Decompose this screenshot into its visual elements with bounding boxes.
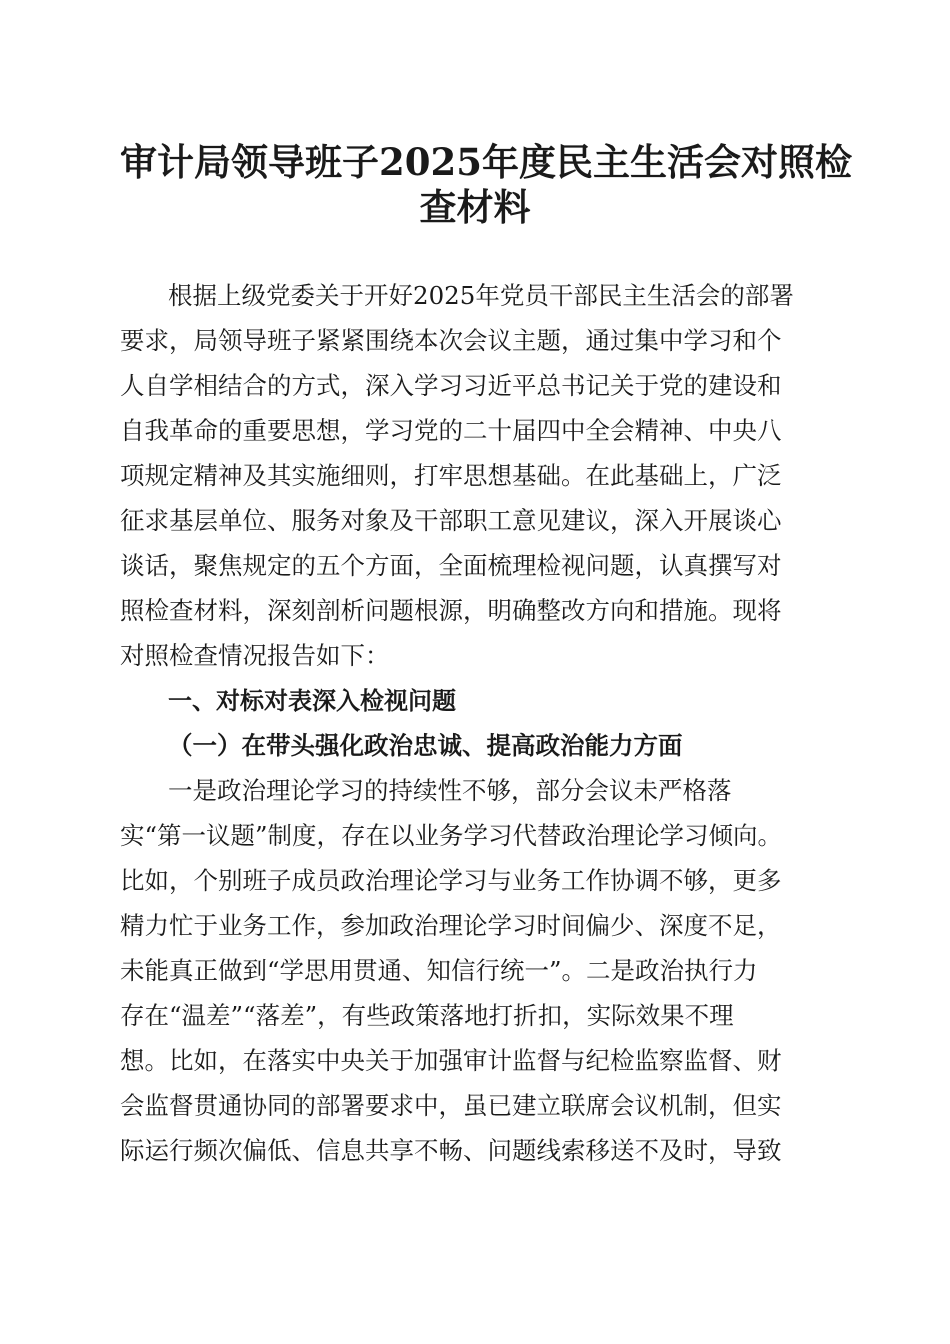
intro-line: 人自学相结合的方式，深入学习习近平总书记关于党的建设和 [120, 371, 782, 400]
body-line: 未能真正做到“学思用贯通、知信行统一”。二是政治执行力 [120, 956, 758, 985]
intro-line: 对照检查情况报告如下： [120, 641, 390, 670]
subsection-heading: （一）在带头强化政治忠诚、提高政治能力方面 [168, 731, 683, 760]
body-line: 际运行频次偏低、信息共享不畅、问题线索移送不及时，导致 [120, 1136, 782, 1165]
body-line: 会监督贯通协同的部署要求中，虽已建立联席会议机制，但实 [120, 1091, 782, 1120]
intro-line: 谈话，聚焦规定的五个方面，全面梳理检视问题，认真撰写对 [120, 551, 782, 580]
body-line: 一是政治理论学习的持续性不够，部分会议未严格落 [168, 776, 732, 805]
body-line: 想。比如，在落实中央关于加强审计监督与纪检监察监督、财 [120, 1046, 782, 1075]
body-line: 存在“温差”“落差”，有些政策落地打折扣，实际效果不理 [120, 1001, 734, 1030]
body-line: 精力忙于业务工作，参加政治理论学习时间偏少、深度不足， [120, 911, 782, 940]
document-title-line-2: 查材料 [419, 185, 531, 229]
document-title-line-1: 审计局领导班子2025年度民主生活会对照检 [120, 140, 852, 184]
intro-line: 征求基层单位、服务对象及干部职工意见建议，深入开展谈心 [120, 506, 782, 535]
section-heading: 一、对标对表深入检视问题 [168, 687, 456, 715]
intro-line: 项规定精神及其实施细则，打牢思想基础。在此基础上，广泛 [120, 461, 782, 490]
intro-line: 根据上级党委关于开好2025年党员干部民主生活会的部署 [168, 281, 794, 310]
intro-line: 要求，局领导班子紧紧围绕本次会议主题，通过集中学习和个 [120, 326, 782, 355]
body-line: 比如，个别班子成员政治理论学习与业务工作协调不够，更多 [120, 866, 782, 895]
intro-line: 照检查材料，深刻剖析问题根源，明确整改方向和措施。现将 [120, 596, 782, 625]
intro-line: 自我革命的重要思想，学习党的二十届四中全会精神、中央八 [120, 416, 782, 445]
body-line: 实“第一议题”制度，存在以业务学习代替政治理论学习倾向。 [120, 821, 783, 850]
